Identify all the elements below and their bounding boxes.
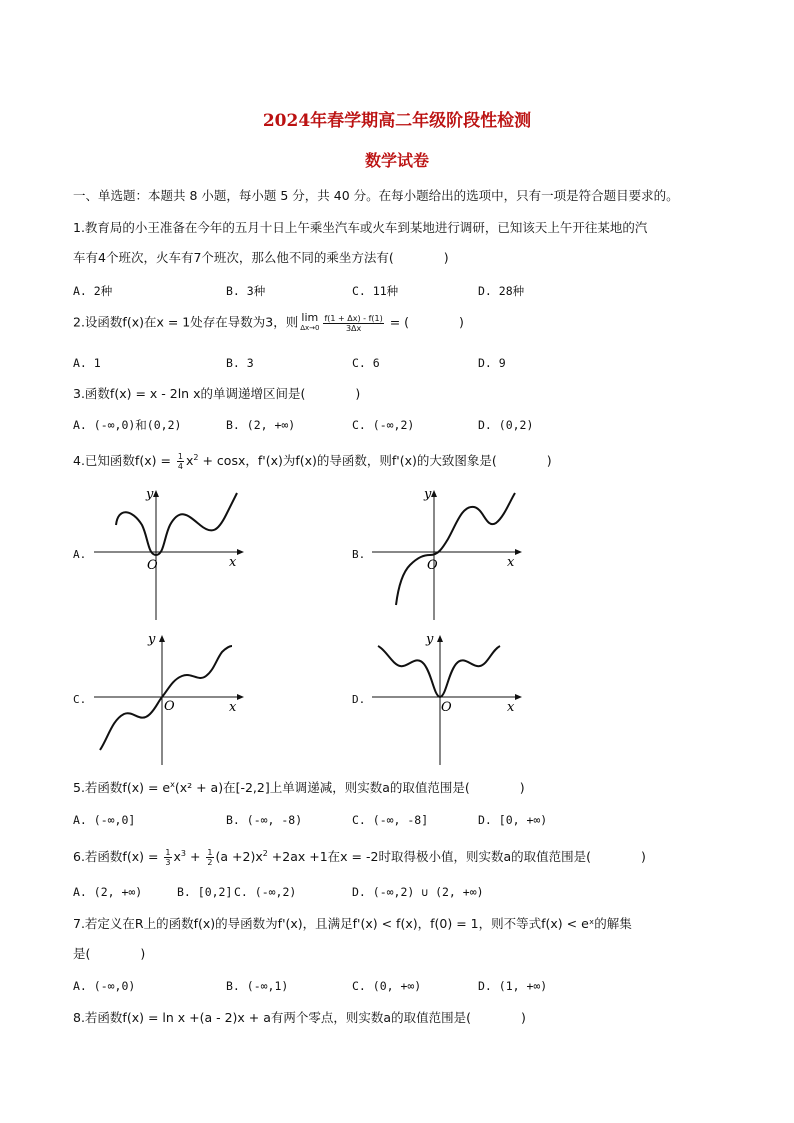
q3-option-a: A. (-∞,0)和(0,2) bbox=[73, 418, 182, 432]
q7-option-d: D. (1, +∞) bbox=[478, 979, 548, 993]
q6-prefix: 6.若函数f(x) = bbox=[73, 849, 163, 864]
q6-f2-den: 2 bbox=[207, 858, 213, 867]
q3-stem: 3.函数f(x) = x - 2ln x的单调递增区间是( ) bbox=[73, 386, 361, 401]
q2-suffix: = ( ) bbox=[385, 314, 464, 330]
graph-c-x-arrow bbox=[237, 694, 244, 700]
q5-prefix: 5.若函数f(x) = e bbox=[73, 780, 171, 795]
graph-b-curve bbox=[396, 493, 515, 605]
q1-line2: 车有4个班次，火车有7个班次，那么他不同的乘坐方法有( ) bbox=[73, 250, 449, 265]
graph-d-curve bbox=[378, 646, 500, 697]
q5-suffix: (x² + a)在[-2,2]上单调递减，则实数a的取值范围是( ) bbox=[174, 780, 525, 795]
q4-suffix: + cosx，f'(x)为f(x)的导函数，则f'(x)的大致图象是( ) bbox=[198, 453, 552, 468]
section-heading: 一、单选题：本题共 8 小题，每小题 5 分，共 40 分。在每小题给出的选项中，只有一项是符合题目要求的。 bbox=[73, 188, 679, 203]
q7-line2: 是( ) bbox=[73, 946, 146, 961]
q6-f1-num: 1 bbox=[165, 848, 171, 857]
q4-prefix: 4.已知函数f(x) = bbox=[73, 453, 175, 468]
graph-d-origin: O bbox=[441, 700, 452, 715]
q7-option-c: C. (0, +∞) bbox=[352, 979, 422, 993]
graph-d-x-arrow bbox=[515, 694, 522, 700]
graph-d bbox=[372, 630, 522, 765]
graph-c-x-label: x bbox=[229, 700, 237, 715]
q4-frac-den: 4 bbox=[177, 462, 183, 471]
graph-c-y-arrow bbox=[159, 635, 165, 642]
q6-mid1: x bbox=[173, 849, 181, 864]
q2-fraction bbox=[323, 314, 383, 333]
q2-option-a: A. 1 bbox=[73, 356, 101, 370]
graph-a-x-arrow bbox=[237, 549, 244, 555]
exam-subtitle: 数学试卷 bbox=[364, 151, 429, 170]
q4-fraction bbox=[177, 452, 184, 471]
q4-sup: 2 bbox=[193, 452, 199, 462]
q6-fraction-2 bbox=[206, 848, 213, 867]
q7-option-b: B. (-∞,1) bbox=[226, 979, 289, 993]
graph-d-x-label: x bbox=[507, 700, 515, 715]
q5-option-a: A. (-∞,0] bbox=[73, 813, 136, 827]
q2-frac-den: 3Δx bbox=[345, 323, 362, 333]
q6-suffix: +2ax +1在x = -2时取得极小值，则实数a的取值范围是( ) bbox=[267, 849, 646, 864]
q6-fraction-1 bbox=[164, 848, 171, 867]
q4-stem bbox=[73, 452, 552, 471]
exam-title: 2024年春学期高二年级阶段性检测 bbox=[262, 111, 532, 131]
graph-a-curve bbox=[116, 493, 237, 555]
q2-option-d: D. 9 bbox=[478, 356, 506, 370]
q6-sup1: 3 bbox=[180, 848, 186, 858]
q1-option-b: B. 3种 bbox=[226, 284, 266, 298]
graph-b-y-label: y bbox=[424, 487, 432, 502]
q5-sup: x bbox=[170, 779, 175, 789]
q6-mid3: (a +2)x bbox=[215, 849, 263, 864]
graph-a-label: A. bbox=[73, 548, 87, 561]
q2-prefix: 2.设函数f(x)在x = 1处存在导数为3，则 bbox=[73, 314, 299, 330]
graph-b bbox=[372, 485, 522, 620]
q5-option-c: C. (-∞, -8] bbox=[352, 813, 429, 827]
q6-option-a: A. (2, +∞) bbox=[73, 885, 143, 899]
q2-option-b: B. 3 bbox=[226, 356, 254, 370]
graph-a-y-arrow bbox=[153, 490, 159, 497]
q4-mid: x bbox=[186, 453, 194, 468]
q6-stem bbox=[73, 848, 646, 867]
graph-c bbox=[94, 630, 244, 765]
graph-a bbox=[94, 485, 244, 620]
q6-f2-num: 1 bbox=[207, 848, 213, 857]
graph-c-label: C. bbox=[73, 693, 87, 706]
q5-option-b: B. (-∞, -8) bbox=[226, 813, 303, 827]
graph-b-origin: O bbox=[427, 558, 438, 573]
q6-option-b: B. [0,2] bbox=[177, 885, 233, 899]
graph-b-y-arrow bbox=[431, 490, 437, 497]
q7-option-a: A. (-∞,0) bbox=[73, 979, 136, 993]
graph-c-y-label: y bbox=[148, 632, 156, 647]
q5-stem bbox=[73, 780, 525, 796]
q1-line1: 1.教育局的小王准备在今年的五月十日上午乘坐汽车或火车到某地进行调研，已知该天上午开往某地的汽 bbox=[73, 220, 648, 235]
q1-option-a: A. 2种 bbox=[73, 284, 113, 298]
q4-frac-num: 1 bbox=[177, 452, 183, 461]
q6-mid2: + bbox=[186, 849, 205, 864]
graph-a-y-label: y bbox=[146, 487, 154, 502]
graph-c-curve bbox=[100, 646, 232, 750]
q2-frac-num: f(1 + Δx) - f(1) bbox=[324, 313, 383, 323]
graph-d-y-arrow bbox=[437, 635, 443, 642]
graph-d-label: D. bbox=[352, 693, 366, 706]
graph-b-label: B. bbox=[352, 548, 366, 561]
q6-sup2: 2 bbox=[262, 848, 268, 858]
q8-stem: 8.若函数f(x) = ln x +(a - 2)x + a有两个零点，则实数a的取值范围是( ) bbox=[73, 1010, 526, 1025]
graph-d-y-label: y bbox=[426, 632, 434, 647]
graph-a-x-label: x bbox=[229, 555, 237, 570]
graph-b-x-arrow bbox=[515, 549, 522, 555]
q6-option-c: C. (-∞,2) bbox=[234, 885, 297, 899]
q3-option-b: B. (2, +∞) bbox=[226, 418, 296, 432]
q2-lim-word: lim bbox=[301, 311, 319, 324]
q7-line1: 7.若定义在R上的函数f(x)的导函数为f'(x)，且满足f'(x) < f(x)，f(0) = 1，则不等式f(x) < eˣ的解集 bbox=[73, 916, 632, 931]
q3-option-c: C. (-∞,2) bbox=[352, 418, 415, 432]
q3-option-d: D. (0,2) bbox=[478, 418, 534, 432]
graph-b-x-label: x bbox=[507, 555, 515, 570]
graph-a-origin: O bbox=[147, 558, 158, 573]
q6-f1-den: 3 bbox=[165, 858, 171, 867]
q1-option-d: D. 28种 bbox=[478, 284, 525, 298]
q2-limit bbox=[300, 313, 319, 333]
q6-option-d: D. (-∞,2) ∪ (2, +∞) bbox=[352, 885, 484, 899]
q1-option-c: C. 11种 bbox=[352, 284, 399, 298]
graph-c-origin: O bbox=[164, 699, 175, 714]
q2-lim-sub: Δx→0 bbox=[300, 324, 320, 332]
q2-option-c: C. 6 bbox=[352, 356, 380, 370]
q2-stem bbox=[73, 313, 464, 333]
q5-option-d: D. [0, +∞) bbox=[478, 813, 548, 827]
